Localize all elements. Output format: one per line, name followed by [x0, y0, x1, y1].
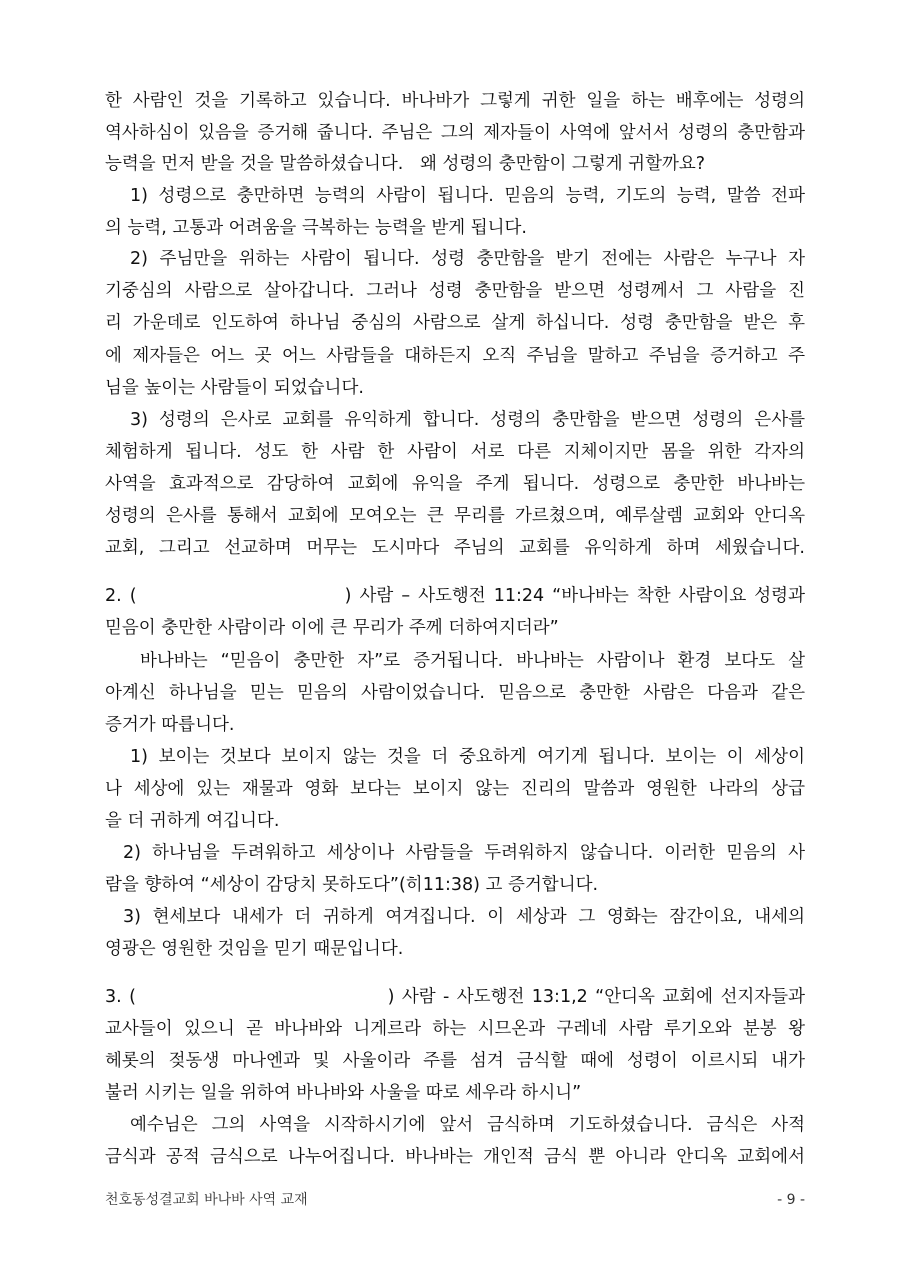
text-line: 나 세상에 있는 재물과 영화 보다는 보이지 않는 진리의 말씀과 영원한 나라의 상급	[105, 779, 805, 799]
text-line: 람을 향하여 “세상이 감당치 못하도다”(히11:38) 고 증거합니다.	[105, 875, 599, 895]
text-line: 에 제자들은 어느 곳 어느 사람들을 대하든지 오직 주님을 말하고 주님을 증거하고 주	[105, 346, 805, 366]
footer-title: 천호동성결교회 바나바 사역 교재	[105, 1192, 308, 1208]
text-line: 역사하심이 있음을 증거해 줍니다. 주님은 그의 제자들이 사역에 앞서서 성령의 충만함과	[105, 123, 805, 143]
text-line: 리 가운데로 인도하여 하나님 중심의 사람으로 살게 하십니다. 성령 충만함을 받은 후	[105, 313, 805, 333]
section-heading: 2. ( ) 사람 – 사도행전 11:24 “바나바는 착한 사람이요 성령과	[105, 586, 805, 606]
page-number: - 9 -	[777, 1192, 805, 1208]
text-line: 영광은 영원한 것임을 믿기 때문입니다.	[105, 939, 404, 959]
list-item-text: 1) 보이는 것보다 보이지 않는 것을 더 중요하게 여기게 됩니다. 보이는 이 세상이	[130, 747, 805, 767]
text-line: 기중심의 사람으로 살아갑니다. 그러나 성령 충만함을 받으면 성령께서 그 사람을 진	[105, 281, 805, 301]
text-line: 사역을 효과적으로 감당하여 교회에 유익을 주게 됩니다. 성령으로 충만한 바나바는	[105, 474, 805, 494]
text-line: 금식과 공적 금식으로 나누어집니다. 바나바는 개인적 금식 뿐 아니라 안디옥 교회에서	[105, 1147, 805, 1167]
text-line: 님을 높이는 사람들이 되었습니다.	[105, 378, 364, 398]
text-line: 교사들이 있으니 곧 바나바와 니게르라 하는 시므온과 구레네 사람 루기오와 분봉 왕	[105, 1019, 805, 1039]
text-line: 을 더 귀하게 여깁니다.	[105, 811, 280, 831]
text-line: 교회, 그리고 선교하며 머무는 도시마다 주님의 교회를 유익하게 하며 세웠습니다.	[105, 538, 805, 558]
list-item-text: 3) 성령의 은사로 교회를 유익하게 합니다. 성령의 충만함을 받으면 성령의 은사를	[130, 410, 805, 430]
text-line: 헤롯의 젖동생 마나엔과 및 사울이라 주를 섬겨 금식할 때에 성령이 이르시되 내가	[105, 1051, 805, 1071]
list-item-text: 2) 주님만을 위하는 사람이 됩니다. 성령 충만함을 받기 전에는 사람은 누구나 자	[130, 249, 805, 269]
text-line: 아계신 하나님을 믿는 믿음의 사람이었습니다. 믿음으로 충만한 사람은 다음과 같은	[105, 683, 805, 703]
list-item-text: 2) 하나님을 두려워하고 세상이나 사람들을 두려워하지 않습니다. 이러한 믿음의 사	[123, 843, 805, 863]
text-line: 예수님은 그의 사역을 시작하시기에 앞서 금식하며 기도하셨습니다. 금식은 사적	[130, 1115, 805, 1135]
text-line: 능력을 먼저 받을 것을 말씀하셨습니다. 왜 성령의 충만함이 그렇게 귀할까요?	[105, 154, 706, 174]
text-line: 한 사람인 것을 기록하고 있습니다. 바나바가 그렇게 귀한 일을 하는 배후에는 성령의	[105, 91, 805, 111]
text-line: 성령의 은사를 통해서 교회에 모여오는 큰 무리를 가르쳤으며, 예루살렘 교회와 안디옥	[105, 506, 805, 526]
list-item-text: 3) 현세보다 내세가 더 귀하게 여겨집니다. 이 세상과 그 영화는 잠간이요, 내세의	[123, 907, 805, 927]
text-line: 의 능력, 고통과 어려움을 극복하는 능력을 받게 됩니다.	[105, 218, 527, 238]
text-line: 바나바는 “믿음이 충만한 자”로 증거됩니다. 바나바는 사람이나 환경 보다도 살	[140, 651, 805, 671]
list-item-text: 1) 성령으로 충만하면 능력의 사람이 됩니다. 믿음의 능력, 기도의 능력, 말씀 전파	[130, 186, 805, 206]
text-line: 체험하게 됩니다. 성도 한 사람 한 사람이 서로 다른 지체이지만 몸을 위한 각자의	[105, 442, 805, 462]
text-line: 증거가 따릅니다.	[105, 715, 235, 735]
text-line: 믿음이 충만한 사람이라 이에 큰 무리가 주께 더하여지더라”	[105, 618, 559, 638]
section-heading: 3. ( ) 사람 - 사도행전 13:1,2 “안디옥 교회에 선지자들과	[105, 987, 805, 1007]
text-line: 불러 시키는 일을 위하여 바나바와 사울을 따로 세우라 하시니”	[105, 1083, 582, 1103]
